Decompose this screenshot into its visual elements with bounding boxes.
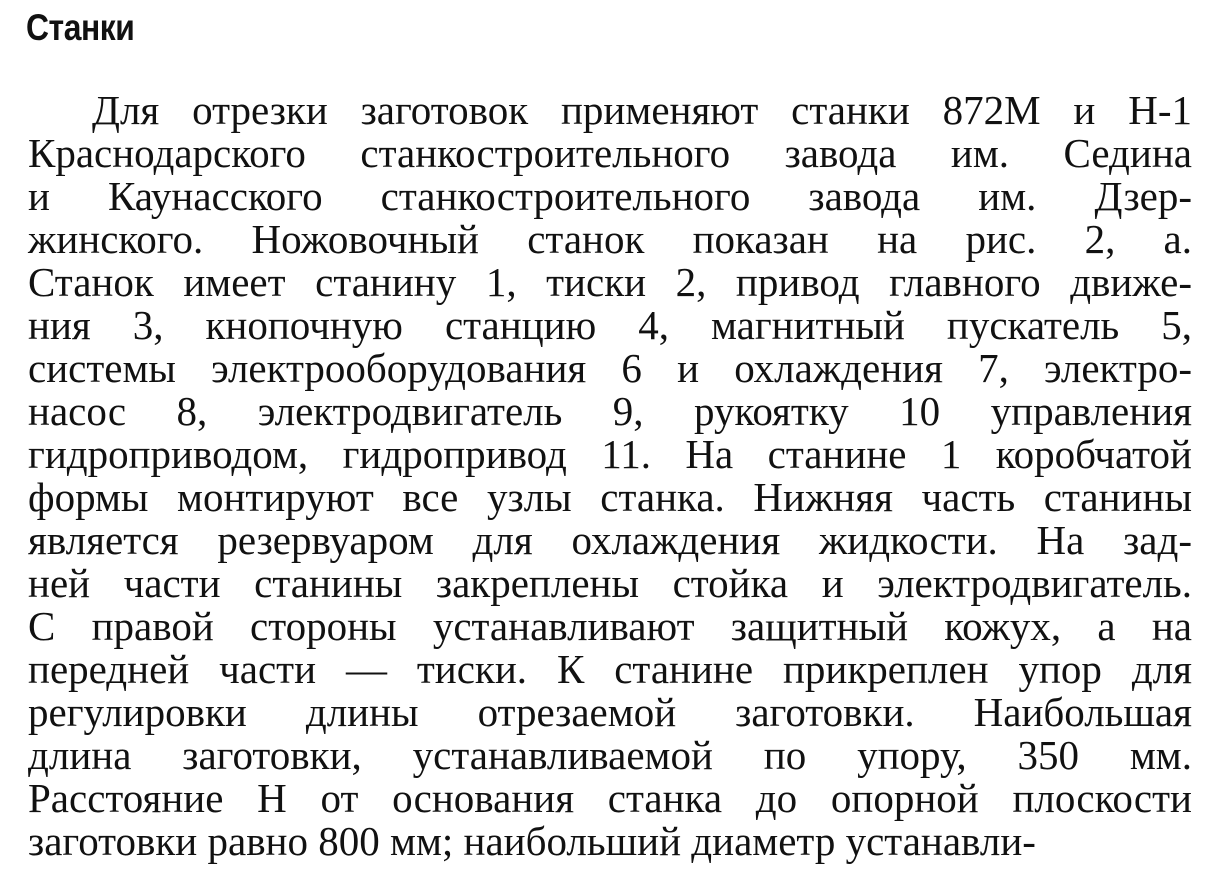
section-heading: Станки: [26, 7, 135, 48]
text-line: насос 8, электродвигатель 9, рукоятку 10 управления: [28, 388, 1192, 434]
text-line: и Каунасского станкостроительного завода им. Дзер-: [28, 173, 1192, 219]
text-line: системы электрооборудования 6 и охлаждения 7, электро-: [28, 345, 1192, 391]
text-line: является резервуаром для охлаждения жидкости. На зад-: [28, 517, 1192, 563]
text-line: ней части станины закреплены стойка и электродвигатель.: [28, 560, 1192, 606]
text-line: передней части — тиски. К станине прикреплен упор для: [28, 646, 1192, 692]
text-line: регулировки длины отрезаемой заготовки. Наибольшая: [28, 689, 1192, 735]
text-line: заготовки равно 800 мм; наибольший диаметр устанавли-: [28, 818, 1036, 864]
text-line: Расстояние Н от основания станка до опорной плоскости: [28, 775, 1192, 821]
text-line: С правой стороны устанавливают защитный кожух, а на: [28, 603, 1192, 649]
text-line: гидроприводом, гидропривод 11. На станине 1 коробчатой: [28, 431, 1192, 477]
text-line: Для отрезки заготовок применяют станки 872М и Н-1: [92, 87, 1192, 133]
text-line: жинского. Ножовочный станок показан на рис. 2, а.: [28, 216, 1192, 262]
text-line: Станок имеет станину 1, тиски 2, привод главного движе-: [28, 259, 1192, 305]
text-line: Краснодарского станкостроительного завода им. Седина: [28, 130, 1192, 176]
body-paragraph: [28, 89, 1192, 863]
text-line: ния 3, кнопочную станцию 4, магнитный пускатель 5,: [28, 302, 1192, 348]
text-line: формы монтируют все узлы станка. Нижняя часть станины: [28, 474, 1192, 520]
text-line: длина заготовки, устанавливаемой по упору, 350 мм.: [28, 732, 1192, 778]
